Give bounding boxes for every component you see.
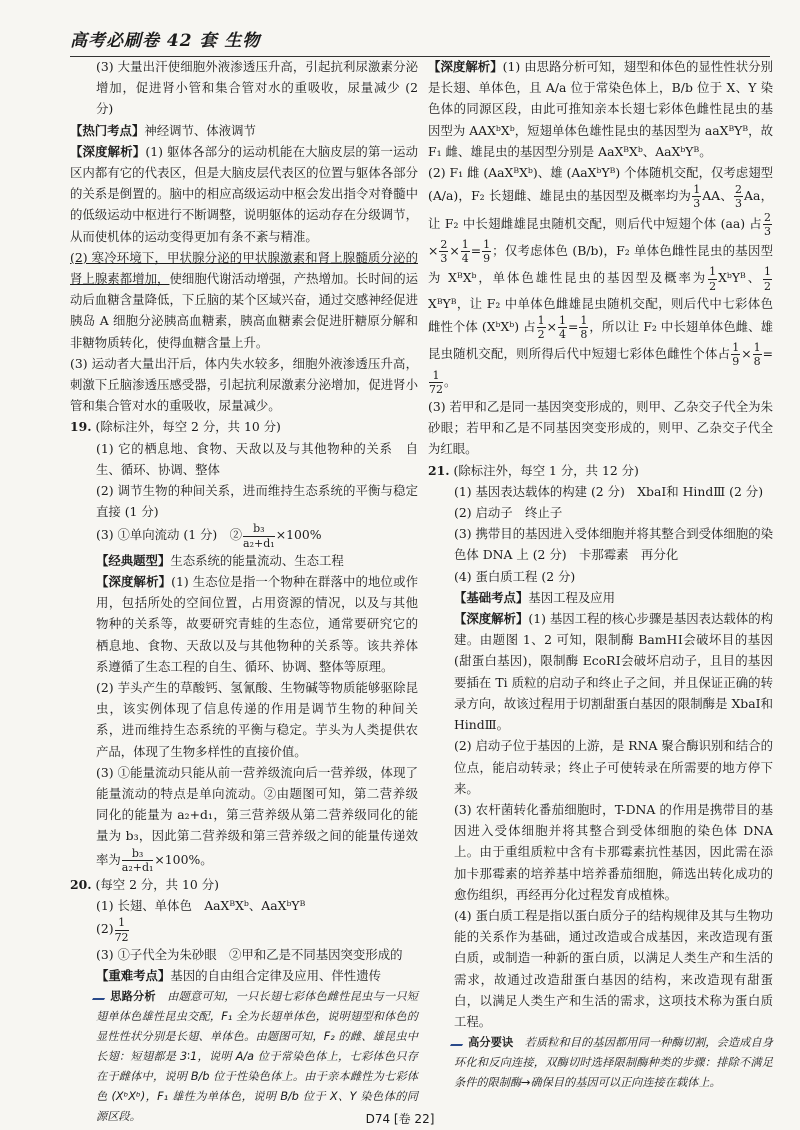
denominator: 3	[735, 197, 743, 211]
answer-text: (3) ①单向流动 (1 分) ②	[96, 527, 243, 543]
numerator: 1	[693, 183, 701, 197]
paragraph	[70, 120, 418, 141]
fraction	[243, 522, 275, 549]
denominator: 4	[461, 252, 469, 266]
section-tag: 【深度解析】	[454, 611, 529, 627]
tag-text: 生态系统的能量流动、生态工程	[170, 552, 344, 568]
tag-text: 神经调节、体液调节	[144, 122, 256, 138]
numerator: b₃	[243, 522, 275, 536]
question-number: 19.	[70, 419, 92, 435]
denominator: 9	[732, 355, 740, 369]
question-19-header	[70, 416, 418, 437]
fraction	[122, 847, 154, 874]
numerator: 2	[764, 210, 771, 224]
fraction	[537, 314, 546, 341]
numerator: 1	[763, 265, 771, 279]
fraction	[734, 183, 743, 210]
note-tag: 思路分析	[110, 990, 156, 1004]
fraction	[753, 341, 762, 368]
operator: =	[470, 243, 482, 259]
paragraph: (2) 启动子位于基因的上游，是 RNA 聚合酶识别和结合的位点，能启动转录；终止子可使转录在所需要的地方停下来。	[454, 738, 773, 796]
answer-line: (2) 启动子 终止子	[454, 505, 563, 521]
numerator: 2	[735, 183, 743, 197]
denominator: 4	[558, 328, 566, 342]
fraction	[731, 341, 740, 368]
answer-line: (2) 调节生物的种间关系，进而维持生态系统的平衡与稳定 直接 (1 分)	[96, 483, 431, 520]
section-tag: 【深度解析】	[70, 143, 146, 159]
denominator: a₂+d₁	[243, 536, 275, 550]
score-note: (除标注外，每空 1 分，共 12 分)	[453, 462, 639, 478]
denominator: 3	[693, 197, 701, 211]
analysis-text: 使细胞代谢活动增强，产热增加。长时间的运动后血糖含量降低，下丘脑的某个区域兴奋，通过交感神经促进胰岛 A 细胞分泌胰高血糖素，胰高血糖素会促进肝糖原分解和非糖物质转化，使得血糖含量上升。	[70, 271, 419, 350]
numerator: 1	[115, 916, 129, 930]
paragraph: (3) 农杆菌转化番茄细胞时，T-DNA 的作用是携带目的基因进入受体细胞并将其整合到受体细胞的染色体 DNA 上。由于重组质粒中含有卡那霉素抗性基因，因此需在添加卡那霉素的培养基中培养番茄细胞，筛选出转化成功的愈伤组织，再经再分化过程发育成植株。	[454, 801, 773, 902]
fraction	[763, 265, 772, 292]
score-note: (每空 2 分，共 10 分)	[95, 877, 219, 893]
fraction	[558, 314, 567, 341]
denominator: 3	[764, 224, 771, 238]
answer-text: ×100%	[275, 527, 322, 543]
numerator: 1	[461, 237, 469, 251]
thinking-note	[70, 986, 418, 1127]
denominator: 2	[537, 328, 545, 342]
paragraph: (3) 运动者大量出汗后，体内失水较多，细胞外液渗透压升高，刺激下丘脑渗透压感受器，引起抗利尿激素分泌增加，促进肾小管和集合管对水的重吸收，尿量减少。	[70, 355, 418, 414]
question-number: 20.	[70, 877, 92, 893]
answer-line	[70, 916, 418, 943]
analysis-text: (1) 基因工程的核心步骤是基因表达载体的构建。由题图 1、2 可知，限制酶 BamHⅠ会破坏目的基因 (甜蛋白基因)，限制酶 EcoRⅠ会破坏启动子，且目的基因要插在 Ti 质粒的启动子和终止子之间，并且保证正确的转录方向，故该过程用于切割甜蛋白基因的限制酶是 XbaⅠ和 HindⅢ。	[454, 611, 773, 733]
paragraph	[428, 587, 773, 608]
question-21-header	[428, 460, 773, 481]
paragraph: (3) 若甲和乙是同一基因突变形成的，则甲、乙杂交子代全为朱砂眼；若甲和乙是不同基因突变形成的，则甲、乙杂交子代全为红眼。	[428, 399, 773, 457]
section-tag: 【经典题型】	[96, 552, 171, 568]
numerator: 1	[580, 313, 588, 327]
answer-line: (3) 携带目的基因进入受体细胞并将其整合到受体细胞的染色体 DNA 上 (2 分) 卡那霉素 再分化	[454, 526, 773, 563]
denominator: 2	[763, 279, 771, 293]
answer-line: (1) 基因表达载体的构建 (2 分) XbaⅠ和 HindⅢ (2 分)	[454, 483, 764, 499]
section-tag: 【基础考点】	[454, 589, 529, 605]
tag-text: 基因的自由组合定律及应用、伴性遗传	[170, 968, 381, 984]
numerator: 1	[732, 341, 740, 355]
denominator: 8	[753, 355, 761, 369]
score-note: (除标注外，每空 2 分，共 10 分)	[95, 419, 281, 435]
fraction	[482, 238, 491, 265]
operator: ×	[546, 319, 557, 335]
answer-line: (1) 长翅、单体色 AaXᴮXᵇ、AaXᵇYᴮ	[96, 898, 306, 914]
answer-line: (1) 它的栖息地、食物、天敌以及与其他物种的关系 自生、循环、协调、整体	[96, 440, 418, 477]
section-tag: 【深度解析】	[428, 59, 503, 74]
answer-text: (2)	[96, 921, 114, 937]
analysis-text: ，所以让 F₂ 中长翅单体色雌、雄昆虫随机交配，则所得后代中短翅七彩体色雌性个体占	[428, 319, 773, 362]
page-footer	[0, 1110, 800, 1127]
paragraph	[70, 550, 418, 571]
numerator: 1	[753, 341, 761, 355]
fraction	[708, 265, 717, 292]
paragraph: (2) 芋头产生的草酸钙、氢氰酸、生物碱等物质能够驱除昆虫，该实例体现了信息传递的作用是调节生物的种间关系，进而维持生态系统的平衡与稳定。芋头为人类提供农产品，体现了生物多样性的直接价值。	[96, 680, 418, 759]
paragraph	[428, 608, 773, 735]
fraction	[429, 369, 443, 396]
denominator: 2	[709, 279, 717, 293]
denominator: 9	[483, 252, 491, 266]
answer-line	[70, 522, 418, 549]
section-tag: 【热门考点】	[70, 122, 145, 138]
numerator: 1	[537, 313, 545, 327]
numerator: 1	[483, 237, 491, 251]
operator: ×	[428, 243, 439, 259]
paragraph	[70, 965, 418, 986]
numerator: 1	[429, 369, 443, 383]
section-tag: 【深度解析】	[96, 574, 172, 590]
fraction	[439, 238, 448, 265]
denominator: a₂+d₁	[121, 860, 154, 874]
paragraph	[428, 162, 773, 396]
right-column	[428, 56, 773, 1106]
numerator: 1	[558, 313, 566, 327]
denominator: 72	[114, 930, 129, 944]
answer-line: (3) ①子代全为朱砂眼 ②甲和乙是不同基因突变形成的	[96, 946, 403, 962]
numerator: 1	[709, 265, 717, 279]
analysis-text: Aa，让 F₂ 中长翅雌雄昆虫随机交配，则后代中短翅个体 (aa) 占	[428, 188, 773, 231]
operator: ×	[741, 346, 752, 362]
analysis-text: (3) ①能量流动只能从前一营养级流向后一营养级，体现了能量流动的特点是单向流动。②由题图可知，第二营养级同化的能量为 a₂+d₁，第三营养级从第二营养级同化的能量为 b₃，因此第二营养级和第三营养级之间的能量传递效率为	[96, 764, 418, 867]
analysis-text: AA、	[702, 188, 734, 204]
note-tag: 高分要诀	[468, 1036, 514, 1050]
analysis-text: (1) 生态位是指一个物种在群落中的地位或作用，包括所处的空间位置，占用资源的情况，以及与其他物种的关系等，故要研究青蛙的生态位，通常要研究它的栖息地、食物、天敌以及与其他物种的关系等。该共养体系遵循了生态工程的自生、循环、协调、整体等原理。	[96, 574, 418, 674]
paragraph: (3) 大量出汗使细胞外液渗透压升高，引起抗利尿激素分泌增加，促进肾小管和集合管对水的重吸收，尿量减少 (2 分)	[96, 59, 418, 117]
page-title: 高考必刷卷 42 套 生物	[70, 31, 261, 51]
paragraph: (4) 蛋白质工程是指以蛋白质分子的结构规律及其与生物功能的关系作为基础，通过改造或合成基因，来改造现有蛋白质，或制造一种新的蛋白质，以满足人类生产和生活的需求，故通过改造甜蛋白基因的结构，来改造现有甜蛋白，以满足人类生产和生活的需求，这项技术称为蛋白质工程。	[454, 907, 773, 1029]
analysis-text: ×100%。	[154, 851, 213, 867]
paragraph	[428, 56, 773, 162]
operator: =	[762, 346, 773, 362]
denominator: 72	[429, 382, 443, 396]
paragraph	[70, 762, 418, 874]
underlined-text: (2) 寒冷环境下，甲状腺分泌的甲状腺激素和肾上腺髓质分泌的肾上腺素都增加，	[70, 249, 418, 287]
fraction	[692, 183, 701, 210]
operator: =	[567, 319, 579, 335]
fraction	[763, 211, 772, 238]
answer-line: (4) 蛋白质工程 (2 分)	[454, 568, 576, 584]
analysis-text: XᵇYᴮ、	[718, 270, 762, 286]
fraction	[579, 314, 588, 341]
page-number: D74 [卷 22]	[365, 1112, 435, 1126]
note-text: 若质粒和目的基因都用同一种酶切割，会造成自身环化和反向连接，双酶切时选择限制酶种类的步骤：排除不满足条件的限制酶→确保目的基因可以正向连接在载体上。	[454, 1036, 773, 1090]
page-header	[70, 26, 770, 57]
fraction	[115, 916, 129, 943]
tag-text: 基因工程及应用	[528, 589, 616, 605]
numerator: 2	[440, 237, 448, 251]
paragraph	[70, 141, 418, 247]
note-text: 由题意可知，一只长翅七彩体色雌性昆虫与一只短翅单体色雄性昆虫交配，F₁ 全为长翅单体色，说明翅型和体色的显性性状分别是长翅、单体色。由题图可知，F₂ 的雌、雄昆虫中长翅：短翅都是 3∶1，说明 A/a 位于常染色体上，七彩体色只存在于雌体中，说明 B/b 位于性染色体上。由于亲本雌性为七彩体色 (XᵇXᵇ)，F₁ 雄性为单体色，说明 B/b 位于 X、Y 染色体的同源区段。	[96, 990, 418, 1123]
analysis-text: (1) 躯体各部分的运动机能在大脑皮层的第一运动区内都有它的代表区，但是大脑皮层代表区的位置与躯体各部分的关系是倒置的。脑中的相应高级运动中枢会发出指令对脊髓中的低级运动中枢进行不断调整，说明躯体的运动存在分级调节，从而使机体的运动变得更加有条不紊与精准。	[70, 143, 419, 244]
paragraph	[70, 247, 418, 353]
section-tag: 【重难考点】	[96, 968, 171, 984]
denominator: 3	[440, 252, 448, 266]
analysis-text: (2) F₁ 雌 (AaXᴮXᵇ)、雄 (AaXᵇYᴮ) 个体随机交配，仅考虑翅型 (A/a)，F₂ 长翅雌、雄昆虫的基因型及概率均为	[428, 165, 773, 204]
analysis-text: (1) 由思路分析可知，翅型和体色的显性性状分别是长翅、单体色，且 A/a 位于常染色体上，B/b 位于 X、Y 染色体的同源区段，由此可推知亲本长翅七彩体色雌性昆虫的基因型为 AAXᵇXᵇ，短翅单体色雄性昆虫的基因型为 aaXᴮYᴮ，故 F₁ 雌、雄昆虫的基因型分别是 AaXᴮXᵇ、AaXᵇYᴮ。	[428, 59, 773, 159]
analysis-text: ；仅考虑体色 (B/b)，F₂ 单体色雌性昆虫的基因型为 XᴮXᵇ，单体色雄性昆虫的基因型及概率为	[428, 243, 773, 286]
fraction	[461, 238, 470, 265]
tips-note	[428, 1032, 773, 1093]
analysis-text: 。	[444, 373, 457, 389]
question-20-header	[70, 874, 418, 895]
question-number: 21.	[428, 462, 450, 478]
paragraph	[70, 571, 418, 677]
analysis-text: XᴮYᴮ，让 F₂ 中单体色雌雄昆虫随机交配，则后代中七彩体色雌性个体 (XᵇXᵇ) 占	[428, 295, 773, 335]
numerator: b₃	[122, 847, 154, 861]
operator: ×	[449, 243, 460, 259]
denominator: 8	[580, 328, 588, 342]
